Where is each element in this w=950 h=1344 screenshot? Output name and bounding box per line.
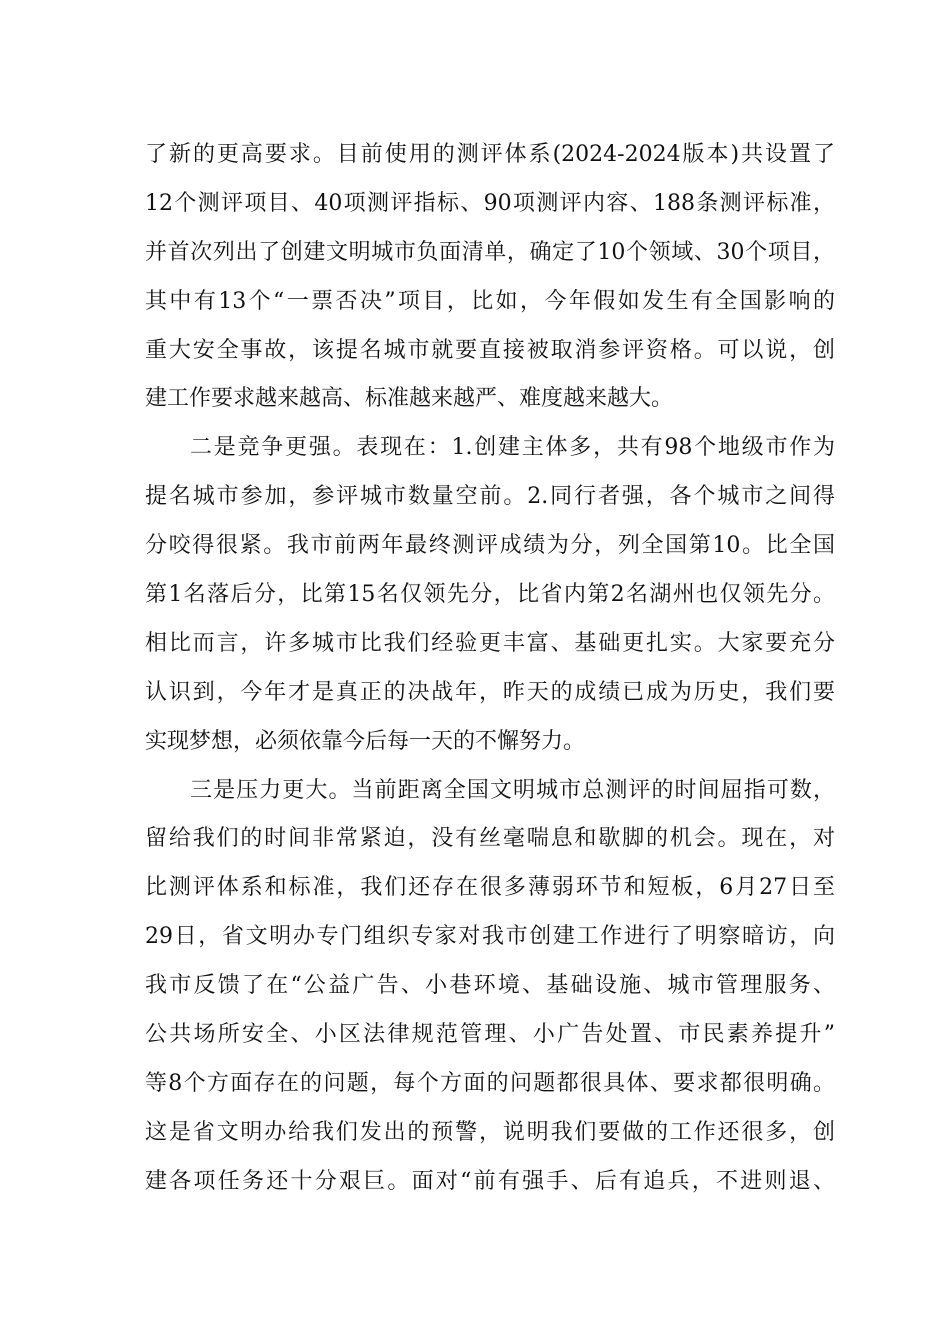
text-line: 并首次列出了创建文明城市负面清单，确定了10个领域、30个项目， [145,239,835,265]
document-body [145,131,835,1207]
text-line: 我市反馈了在“公益广告、小巷环境、基础设施、城市管理服务、 [145,973,835,999]
text-line: 12个测评项目、40项测评指标、90项测评内容、188条测评标准， [145,190,835,216]
text-line: 提名城市参加，参评城市数量空前。2.同行者强，各个城市之间得 [145,484,835,510]
text-line: 分咬得很紧。我市前两年最终测评成绩为分，列全国第10。比全国 [145,533,835,559]
text-line: 建工作要求越来越高、标准越来越严、难度越来越大。 [145,386,674,412]
text-line: 公共场所安全、小区法律规范管理、小广告处置、市民素养提升” [145,1022,835,1048]
text-line: 等8个方面存在的问题，每个方面的问题都很具体、要求都很明确。 [145,1070,835,1096]
text-line: 相比而言，许多城市比我们经验更丰富、基础更扎实。大家要充分 [145,630,835,656]
text-line: 29日，省文明办专门组织专家对我市创建工作进行了明察暗访，向 [145,924,835,950]
text-line: 重大安全事故，该提名城市就要直接被取消参评资格。可以说，创 [145,337,835,363]
text-line: 其中有13个“一票否决”项目，比如，今年假如发生有全国影响的 [145,288,835,314]
text-line: 建各项任务还十分艰巨。面对“前有强手、后有追兵，不进则退、 [145,1168,835,1194]
text-line: 实现梦想，必须依靠今后每一天的不懈努力。 [145,728,586,754]
text-line: 认识到，今年才是真正的决战年，昨天的成绩已成为历史，我们要 [145,679,835,705]
paragraph-start-line: 二是竞争更强。表现在：1.创建主体多，共有98个地级市作为 [190,435,835,461]
text-line: 比测评体系和标准，我们还存在很多薄弱环节和短板，6月27日至 [145,875,835,901]
text-line: 留给我们的时间非常紧迫，没有丝毫喘息和歇脚的机会。现在，对 [145,826,835,852]
text-line: 这是省文明办给我们发出的预警，说明我们要做的工作还很多，创 [145,1119,835,1145]
text-line: 第1名落后分，比第15名仅领先分，比省内第2名湖州也仅领先分。 [145,582,835,608]
paragraph-start-line: 三是压力更大。当前距离全国文明城市总测评的时间屈指可数， [190,777,835,803]
text-line: 了新的更高要求。目前使用的测评体系(2024-2024版本)共设置了 [145,142,835,167]
